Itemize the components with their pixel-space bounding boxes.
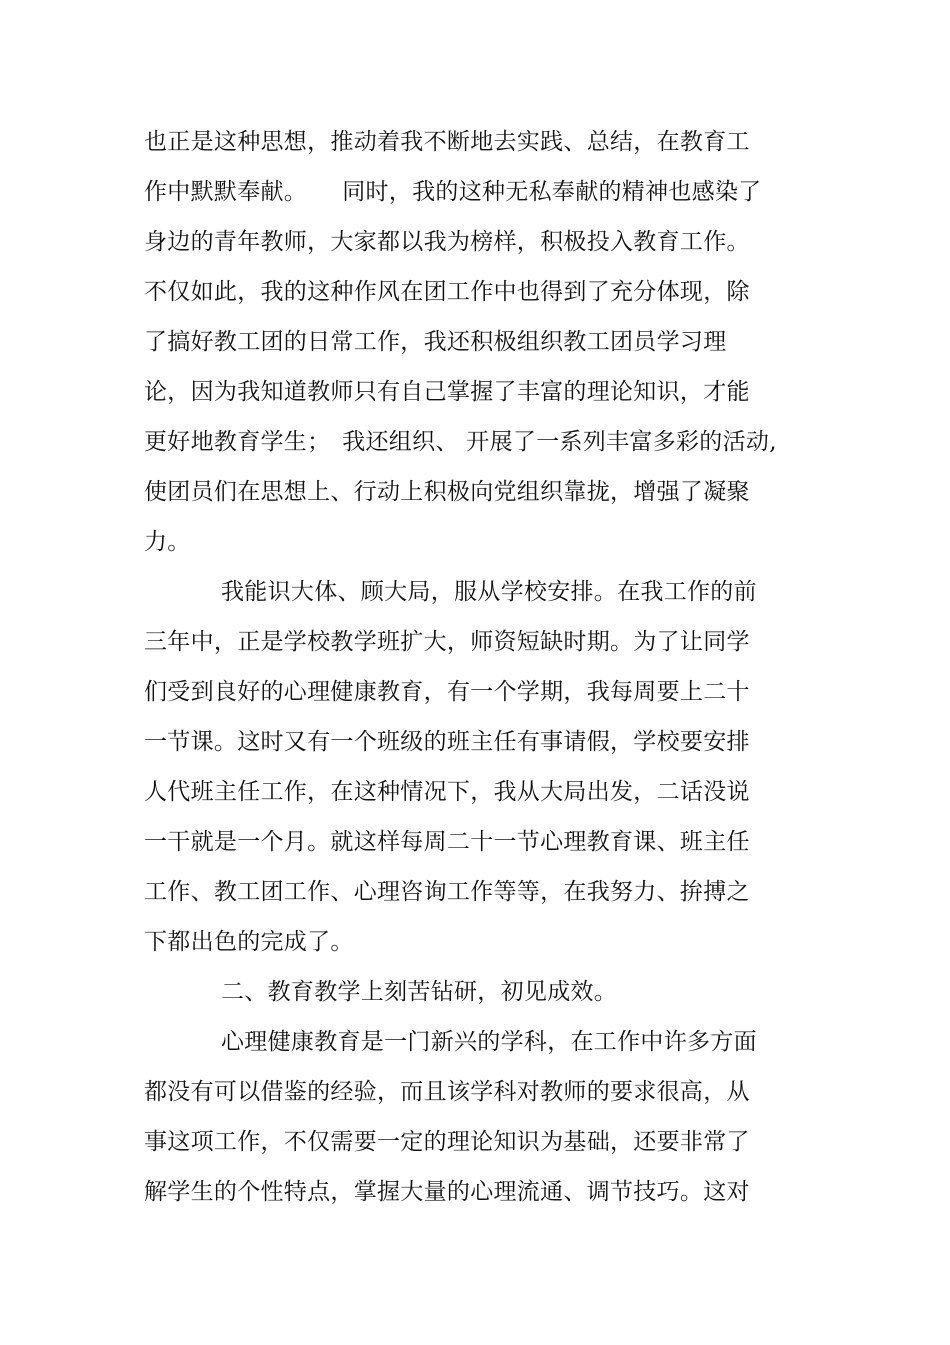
text-line: 们受到良好的心理健康教育，有一个学期，我每周要上二十 (144, 679, 750, 705)
text-line: 解学生的个性特点，掌握大量的心理流通、调节技巧。这对 (144, 1179, 750, 1205)
text-line: 了搞好教工团的日常工作，我还积极组织教工团员学习理 (144, 329, 727, 355)
text-line: 下都出色的完成了。 (144, 929, 354, 955)
paragraph-first-line: 我能识大体、顾大局，服从学校安排。在我工作的前 (221, 579, 757, 605)
text-line: 不仅如此，我的这种作风在团工作中也得到了充分体现，除 (144, 279, 750, 305)
text-line: 论，因为我知道教师只有自己掌握了丰富的理论知识，才能 (144, 379, 750, 405)
text-line: 都没有可以借鉴的经验，而且该学科对教师的要求很高，从 (144, 1079, 750, 1105)
text-line: 力。 (144, 529, 191, 555)
text-line: 三年中，正是学校教学班扩大，师资短缺时期。为了让同学 (144, 629, 750, 655)
text-line: 更好地教育学生； 我还组织、 开展了一系列丰富多彩的活动, (144, 429, 777, 455)
text-line: 使团员们在思想上、行动上积极向党组织靠拢，增强了凝聚 (144, 479, 750, 505)
text-line: 身边的青年教师，大家都以我为榜样，积极投入教育工作。 (144, 229, 750, 255)
text-line: 工作、教工团工作、心理咨询工作等等，在我努力、拚搏之 (144, 879, 750, 905)
text-line: 也正是这种思想，推动着我不断地去实践、总结，在教育工 (144, 129, 750, 155)
text-line: 事这项工作，不仅需要一定的理论知识为基础，还要非常了 (144, 1129, 750, 1155)
section-heading: 二、教育教学上刻苦钻研，初见成效。 (221, 979, 618, 1005)
paragraph-first-line: 心理健康教育是一门新兴的学科，在工作中许多方面 (221, 1029, 757, 1055)
text-line: 一干就是一个月。就这样每周二十一节心理教育课、班主任 (144, 829, 750, 855)
text-line: 作中默默奉献。 同时，我的这种无私奉献的精神也感染了 (144, 179, 762, 205)
text-line: 人代班主任工作，在这种情况下，我从大局出发，二话没说 (144, 779, 750, 805)
text-line: 一节课。这时又有一个班级的班主任有事请假，学校要安排 (144, 729, 750, 755)
